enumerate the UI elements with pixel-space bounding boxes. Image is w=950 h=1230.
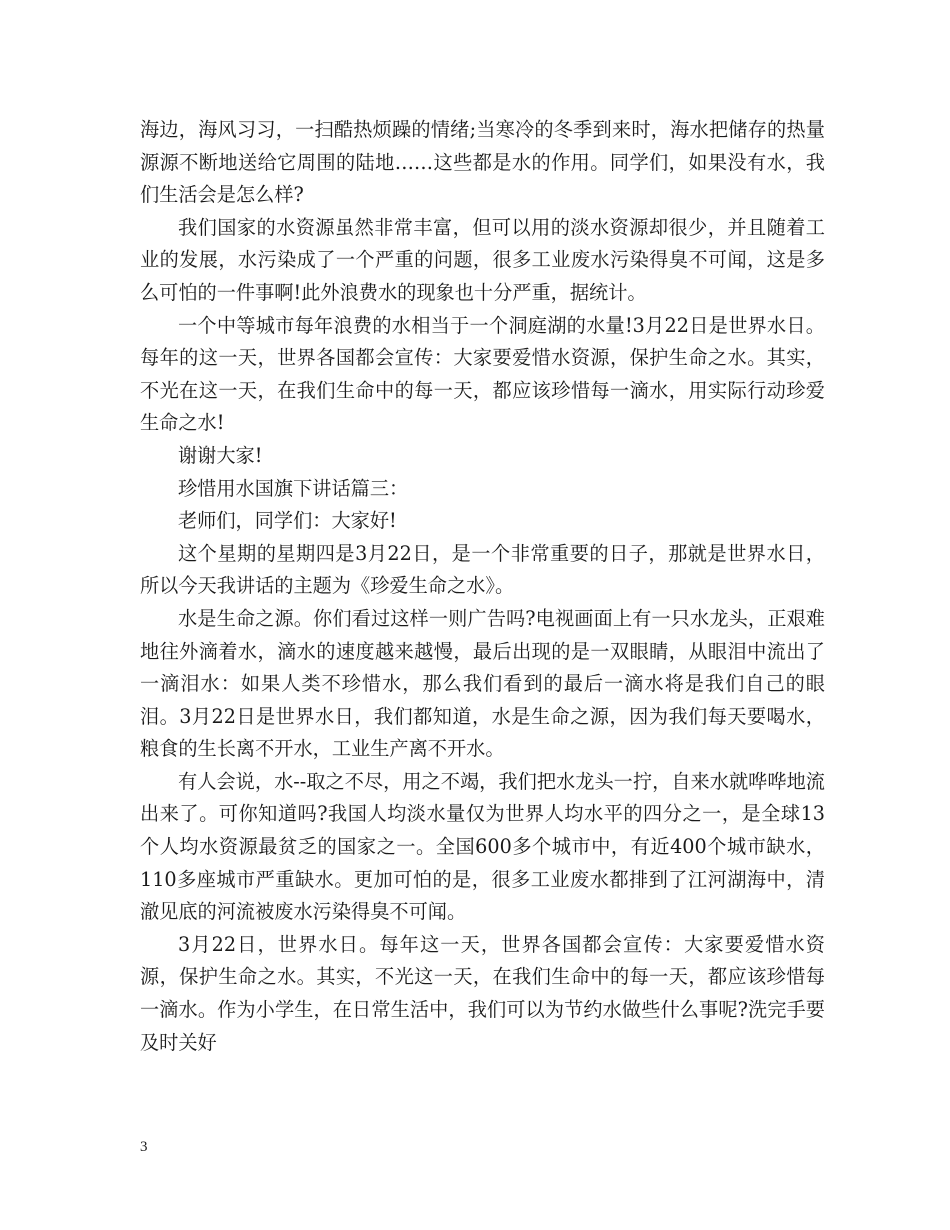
paragraph: 一个中等城市每年浪费的水相当于一个洞庭湖的水量!3月22日是世界水日。每年的这一天，世界各国都会宣传：大家要爱惜水资源，保护生命之水。其实，不光在这一天，在我们生命中的每一天，都应该珍惜每一滴水，用实际行动珍爱生命之水!: [140, 313, 825, 435]
section-heading: 珍惜用水国旗下讲话篇三：: [178, 476, 409, 500]
document-body: [140, 114, 825, 1059]
paragraph: 3月22日，世界水日。每年这一天，世界各国都会宣传：大家要爱惜水资源，保护生命之水。其实，不光这一天，在我们生命中的每一天，都应该珍惜每一滴水。作为小学生，在日常生活中，我们可以为节约水做些什么事呢?洗完手要及时关好: [140, 932, 825, 1054]
paragraph: 我们国家的水资源虽然非常丰富，但可以用的淡水资源却很少，并且随着工业的发展，水污染成了一个严重的问题，很多工业废水污染得臭不可闻，这是多么可怕的一件事啊!此外浪费水的现象也十分严重，据统计。: [140, 215, 825, 304]
paragraph: 水是生命之源。你们看过这样一则广告吗?电视画面上有一只水龙头，正艰难地往外滴着水，滴水的速度越来越慢，最后出现的是一双眼睛，从眼泪中流出了一滴泪水：如果人类不珍惜水，那么我们看到的最后一滴水将是我们自己的眼泪。3月22日是世界水日，我们都知道，水是生命之源，因为我们每天要喝水，粮食的生长离不开水，工业生产离不开水。: [140, 606, 825, 761]
paragraph: 这个星期的星期四是3月22日，是一个非常重要的日子，那就是世界水日，所以今天我讲话的主题为《珍爱生命之水》。: [140, 541, 825, 598]
paragraph-thanks: 谢谢大家!: [178, 443, 263, 467]
paragraph-continuation: 海边，海风习习，一扫酷热烦躁的情绪;当寒冷的冬季到来时，海水把储存的热量源源不断地送给它周围的陆地……这些都是水的作用。同学们，如果没有水，我们生活会是怎么样?: [140, 118, 825, 207]
paragraph: 有人会说，水--取之不尽，用之不竭，我们把水龙头一拧，自来水就哗哗地流出来了。可你知道吗?我国人均淡水量仅为世界人均水平的四分之一，是全球13个人均水资源最贫乏的国家之一。全国600多个城市中，有近400个城市缺水，110多座城市严重缺水。更加可怕的是，很多工业废水都排到了江河湖海中，清澈见底的河流被废水污染得臭不可闻。: [140, 769, 825, 924]
page-number: 3: [140, 1139, 148, 1155]
greeting: 老师们，同学们：大家好!: [178, 509, 397, 533]
